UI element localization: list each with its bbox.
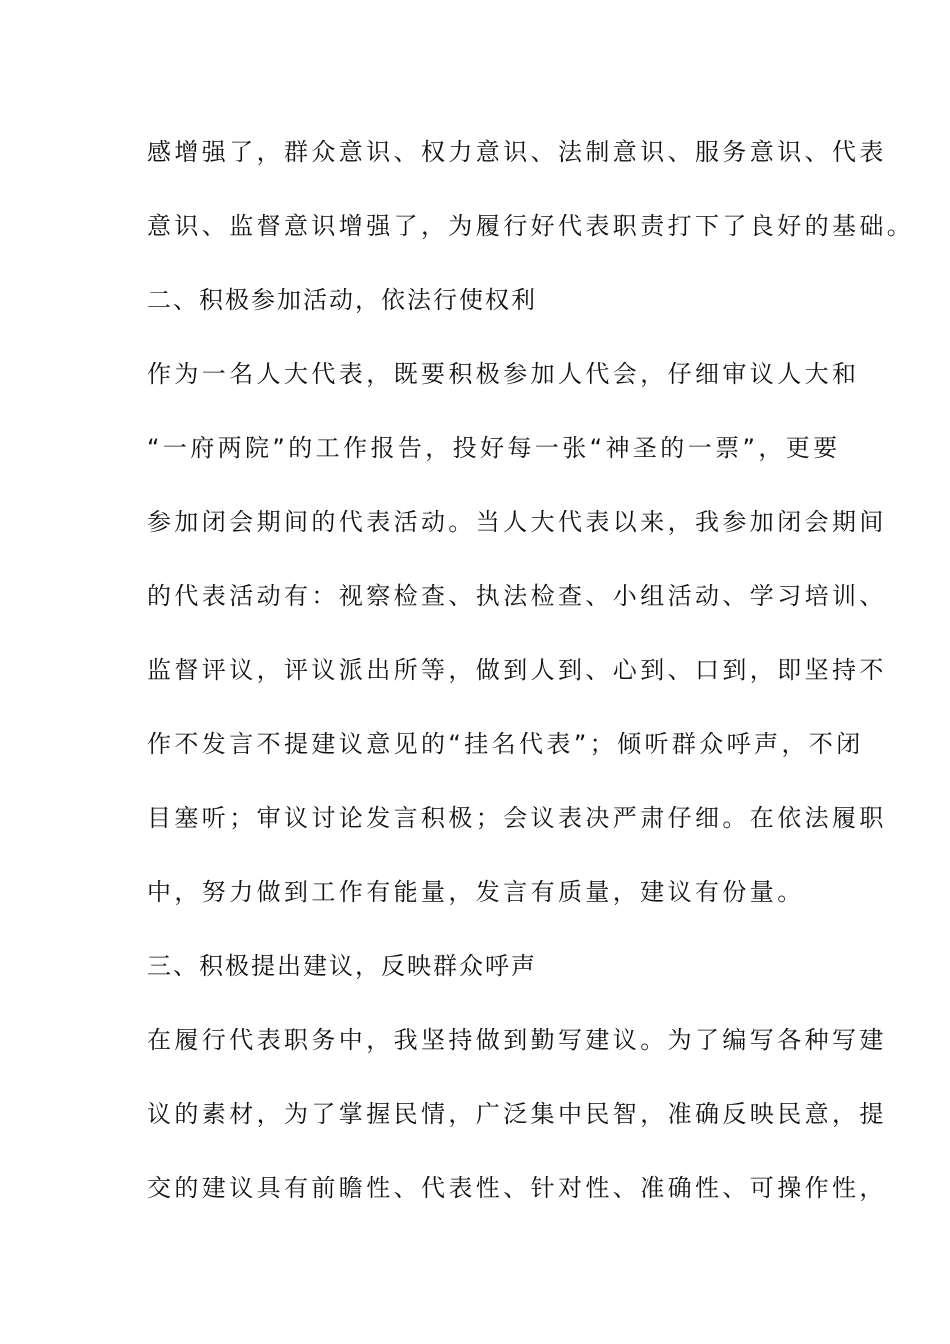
paragraph-line: 的代表活动有：视察检查、执法检查、小组活动、学习培训、 — [147, 582, 887, 610]
paragraph-line: 交的建议具有前瞻性、代表性、针对性、准确性、可操作性， — [147, 1174, 887, 1202]
paragraph-line: 议的素材，为了掌握民情，广泛集中民智，准确反映民意，提 — [147, 1100, 887, 1128]
paragraph-line: 监督评议，评议派出所等，做到人到、心到、口到，即坚持不 — [147, 656, 887, 684]
paragraph-line: 目塞听；审议讨论发言积极；会议表决严肃仔细。在依法履职 — [147, 804, 887, 832]
paragraph-line: 中，努力做到工作有能量，发言有质量，建议有份量。 — [147, 878, 805, 906]
paragraph-line: 感增强了，群众意识、权力意识、法制意识、服务意识、代表 — [147, 138, 887, 166]
paragraph-line: 作为一名人大代表，既要积极参加人代会，仔细审议人大和 — [147, 360, 860, 388]
section-heading: 三、积极提出建议，反映群众呼声 — [147, 952, 537, 980]
paragraph-line: 意识、监督意识增强了，为履行好代表职责打下了良好的基础。 — [147, 212, 915, 240]
paragraph-line: 参加闭会期间的代表活动。当人大代表以来，我参加闭会期间 — [147, 508, 887, 536]
paragraph-line: “一府两院”的工作报告，投好每一张“神圣的一票”，更要 — [147, 434, 841, 462]
document-body — [147, 128, 915, 1238]
paragraph-line: 作不发言不提建议意见的“挂名代表”；倾听群众呼声，不闭 — [147, 730, 864, 758]
section-heading: 二、积极参加活动，依法行使权利 — [147, 286, 537, 314]
paragraph-line: 在履行代表职务中，我坚持做到勤写建议。为了编写各种写建 — [147, 1026, 887, 1054]
